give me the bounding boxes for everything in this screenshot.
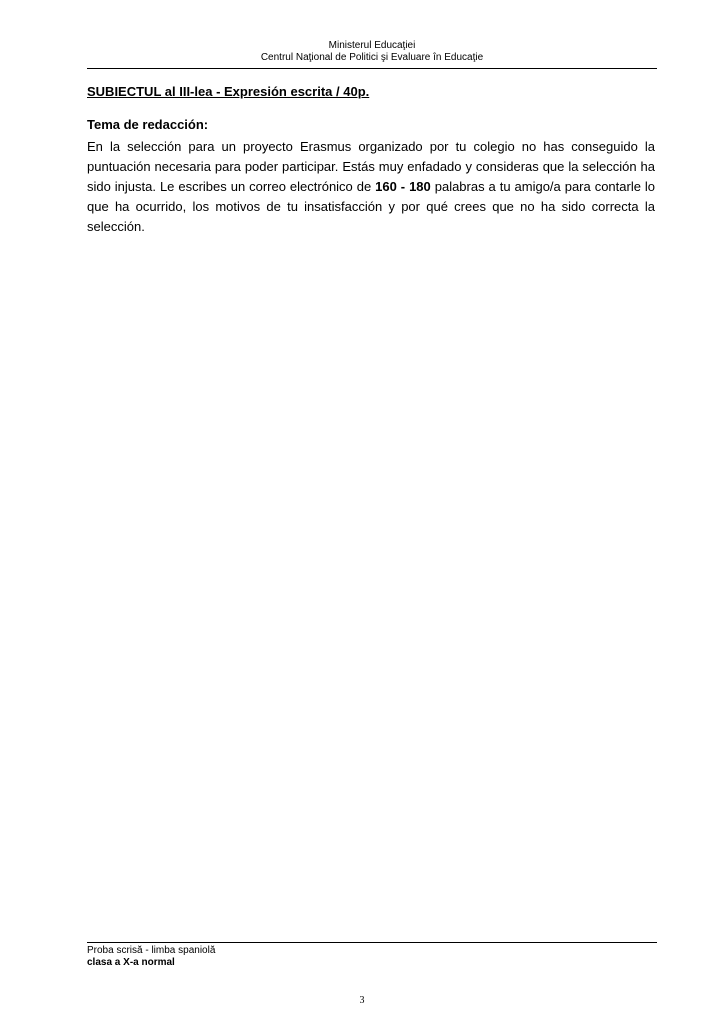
footer-divider — [87, 942, 657, 943]
task-title: Tema de redacción: — [87, 117, 209, 132]
word-count: 160 - 180 — [375, 179, 431, 194]
task-body-text-1: En la selección para un proyecto Erasmus organizado por tu colegio no has conseguido la puntuación necesaria para poder participar. Estás muy enfadado y consideras que la selección ha sido injusta. Le escribes un correo electrónico de — [87, 139, 655, 194]
header-center: Centrul Naţional de Politici şi Evaluare în Educaţie — [260, 52, 484, 63]
task-body-text-2: palabras a tu amigo/a para contarle lo que ha ocurrido, los motivos de tu insatisfacción y por qué crees que no ha sido correcta la selección. — [87, 179, 656, 234]
page-footer — [87, 945, 215, 969]
task-body — [87, 137, 655, 237]
footer-exam: Proba scrisă - limba spaniolă — [87, 945, 216, 956]
section-title: SUBIECTUL al III-lea - Expresión escrita / 40p. — [87, 84, 370, 99]
header-divider — [87, 68, 657, 69]
header-ministry: Ministerul Educaţiei — [328, 40, 416, 51]
page-header — [87, 40, 657, 64]
footer-class: clasa a X-a normal — [87, 957, 175, 968]
page-number: 3 — [359, 995, 365, 1006]
